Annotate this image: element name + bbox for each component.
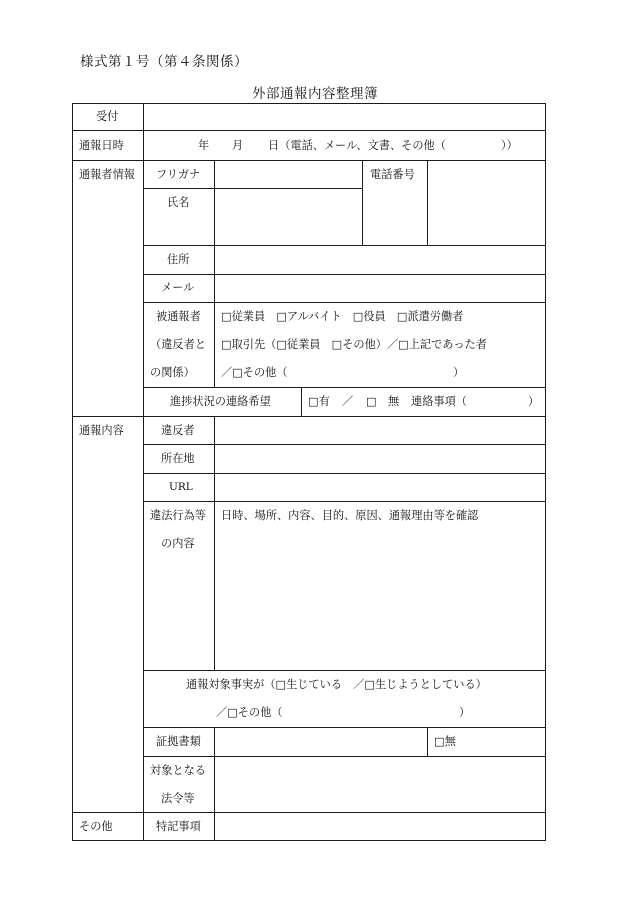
rule bbox=[143, 727, 546, 728]
report-form bbox=[72, 103, 546, 841]
rule bbox=[143, 444, 546, 445]
phone-label: 電話番号 bbox=[370, 168, 415, 181]
other-section-label: その他 bbox=[79, 820, 113, 833]
rule bbox=[143, 501, 546, 502]
relation-options-2[interactable]: □取引先（□従業員 □その他）／□上記であった者 bbox=[221, 338, 487, 351]
relation-label-1: 被通報者 bbox=[156, 310, 201, 323]
form-number: 様式第１号（第４条関係） bbox=[80, 54, 248, 70]
progress-no-label: 無 bbox=[388, 395, 400, 408]
content-section-label: 通報内容 bbox=[79, 424, 124, 437]
mail-field[interactable] bbox=[216, 276, 543, 301]
act-hint: 日時、場所、内容、目的、原因、通報理由等を確認 bbox=[221, 509, 479, 522]
address-label: 住所 bbox=[167, 253, 190, 266]
evidence-field[interactable] bbox=[216, 729, 426, 755]
rule bbox=[143, 103, 144, 160]
rule bbox=[214, 416, 215, 670]
address-field[interactable] bbox=[216, 247, 543, 273]
rule bbox=[214, 727, 215, 841]
fact-close: ） bbox=[459, 706, 471, 719]
law-field[interactable] bbox=[216, 758, 543, 811]
rule bbox=[427, 727, 428, 756]
relation-options-3[interactable]: ／□その他（ bbox=[221, 366, 288, 379]
form-title: 外部通報内容整理簿 bbox=[252, 86, 378, 102]
progress-close: ） bbox=[528, 395, 540, 408]
location-label: 所在地 bbox=[161, 452, 195, 465]
rule bbox=[362, 160, 363, 245]
notes-label: 特記事項 bbox=[156, 820, 201, 833]
furigana-field[interactable] bbox=[216, 162, 360, 187]
progress-slash: ／ bbox=[342, 395, 354, 408]
rule bbox=[427, 160, 428, 245]
phone-field[interactable] bbox=[429, 162, 543, 244]
act-label-1: 違法行為等 bbox=[150, 509, 206, 522]
rule bbox=[143, 387, 546, 388]
mail-label: メール bbox=[161, 281, 195, 294]
datetime-close: ）） bbox=[501, 139, 518, 152]
fact-line-2[interactable]: ／□その他（ bbox=[216, 706, 283, 719]
act-label-2: の内容 bbox=[161, 537, 195, 550]
relation-close: ） bbox=[453, 366, 465, 379]
url-label: URL bbox=[169, 481, 193, 493]
act-details-field[interactable] bbox=[216, 527, 543, 669]
datetime-year: 年 bbox=[198, 139, 210, 152]
reporter-section-label: 通報者情報 bbox=[79, 168, 135, 181]
rule bbox=[143, 245, 546, 246]
rule bbox=[143, 160, 144, 841]
progress-contact-label: 連絡事項（ bbox=[411, 395, 467, 408]
datetime-day: 日（電話、メール、文書、その他（ bbox=[268, 139, 446, 152]
reception-label: 受付 bbox=[96, 110, 119, 123]
location-field[interactable] bbox=[216, 446, 543, 472]
rule bbox=[545, 103, 546, 841]
reception-field[interactable] bbox=[145, 105, 543, 129]
evidence-label: 証拠書類 bbox=[156, 735, 201, 748]
relation-label-2: （違反者と bbox=[150, 338, 206, 351]
fact-line-1[interactable]: 通報対象事実が（□生じている ／□生じようとしている） bbox=[186, 678, 487, 691]
datetime-label: 通報日時 bbox=[79, 139, 124, 152]
law-label-2: 法令等 bbox=[161, 792, 195, 805]
url-field[interactable] bbox=[216, 475, 543, 500]
progress-yes-checkbox[interactable]: □有 bbox=[308, 395, 330, 408]
progress-label: 進捗状況の連絡希望 bbox=[170, 395, 271, 408]
relation-options-1[interactable]: □従業員 □アルバイト □役員 □派遣労働者 bbox=[221, 310, 464, 323]
rule bbox=[143, 756, 546, 757]
rule bbox=[143, 670, 546, 671]
datetime-month: 月 bbox=[232, 139, 244, 152]
violator-field[interactable] bbox=[216, 418, 543, 443]
rule bbox=[143, 188, 362, 189]
rule bbox=[143, 473, 546, 474]
name-label: 氏名 bbox=[167, 196, 190, 209]
rule bbox=[72, 103, 73, 841]
rule bbox=[214, 160, 215, 388]
notes-field[interactable] bbox=[216, 814, 543, 839]
evidence-none-checkbox[interactable]: □無 bbox=[434, 735, 456, 748]
furigana-label: フリガナ bbox=[156, 168, 201, 181]
law-label-1: 対象となる bbox=[150, 764, 206, 777]
rule bbox=[301, 387, 302, 416]
rule bbox=[143, 274, 546, 275]
relation-label-3: の関係） bbox=[150, 366, 195, 379]
name-field[interactable] bbox=[216, 190, 360, 244]
rule bbox=[143, 302, 546, 303]
violator-label: 違反者 bbox=[161, 424, 195, 437]
progress-no-checkbox[interactable]: □ bbox=[366, 395, 377, 408]
